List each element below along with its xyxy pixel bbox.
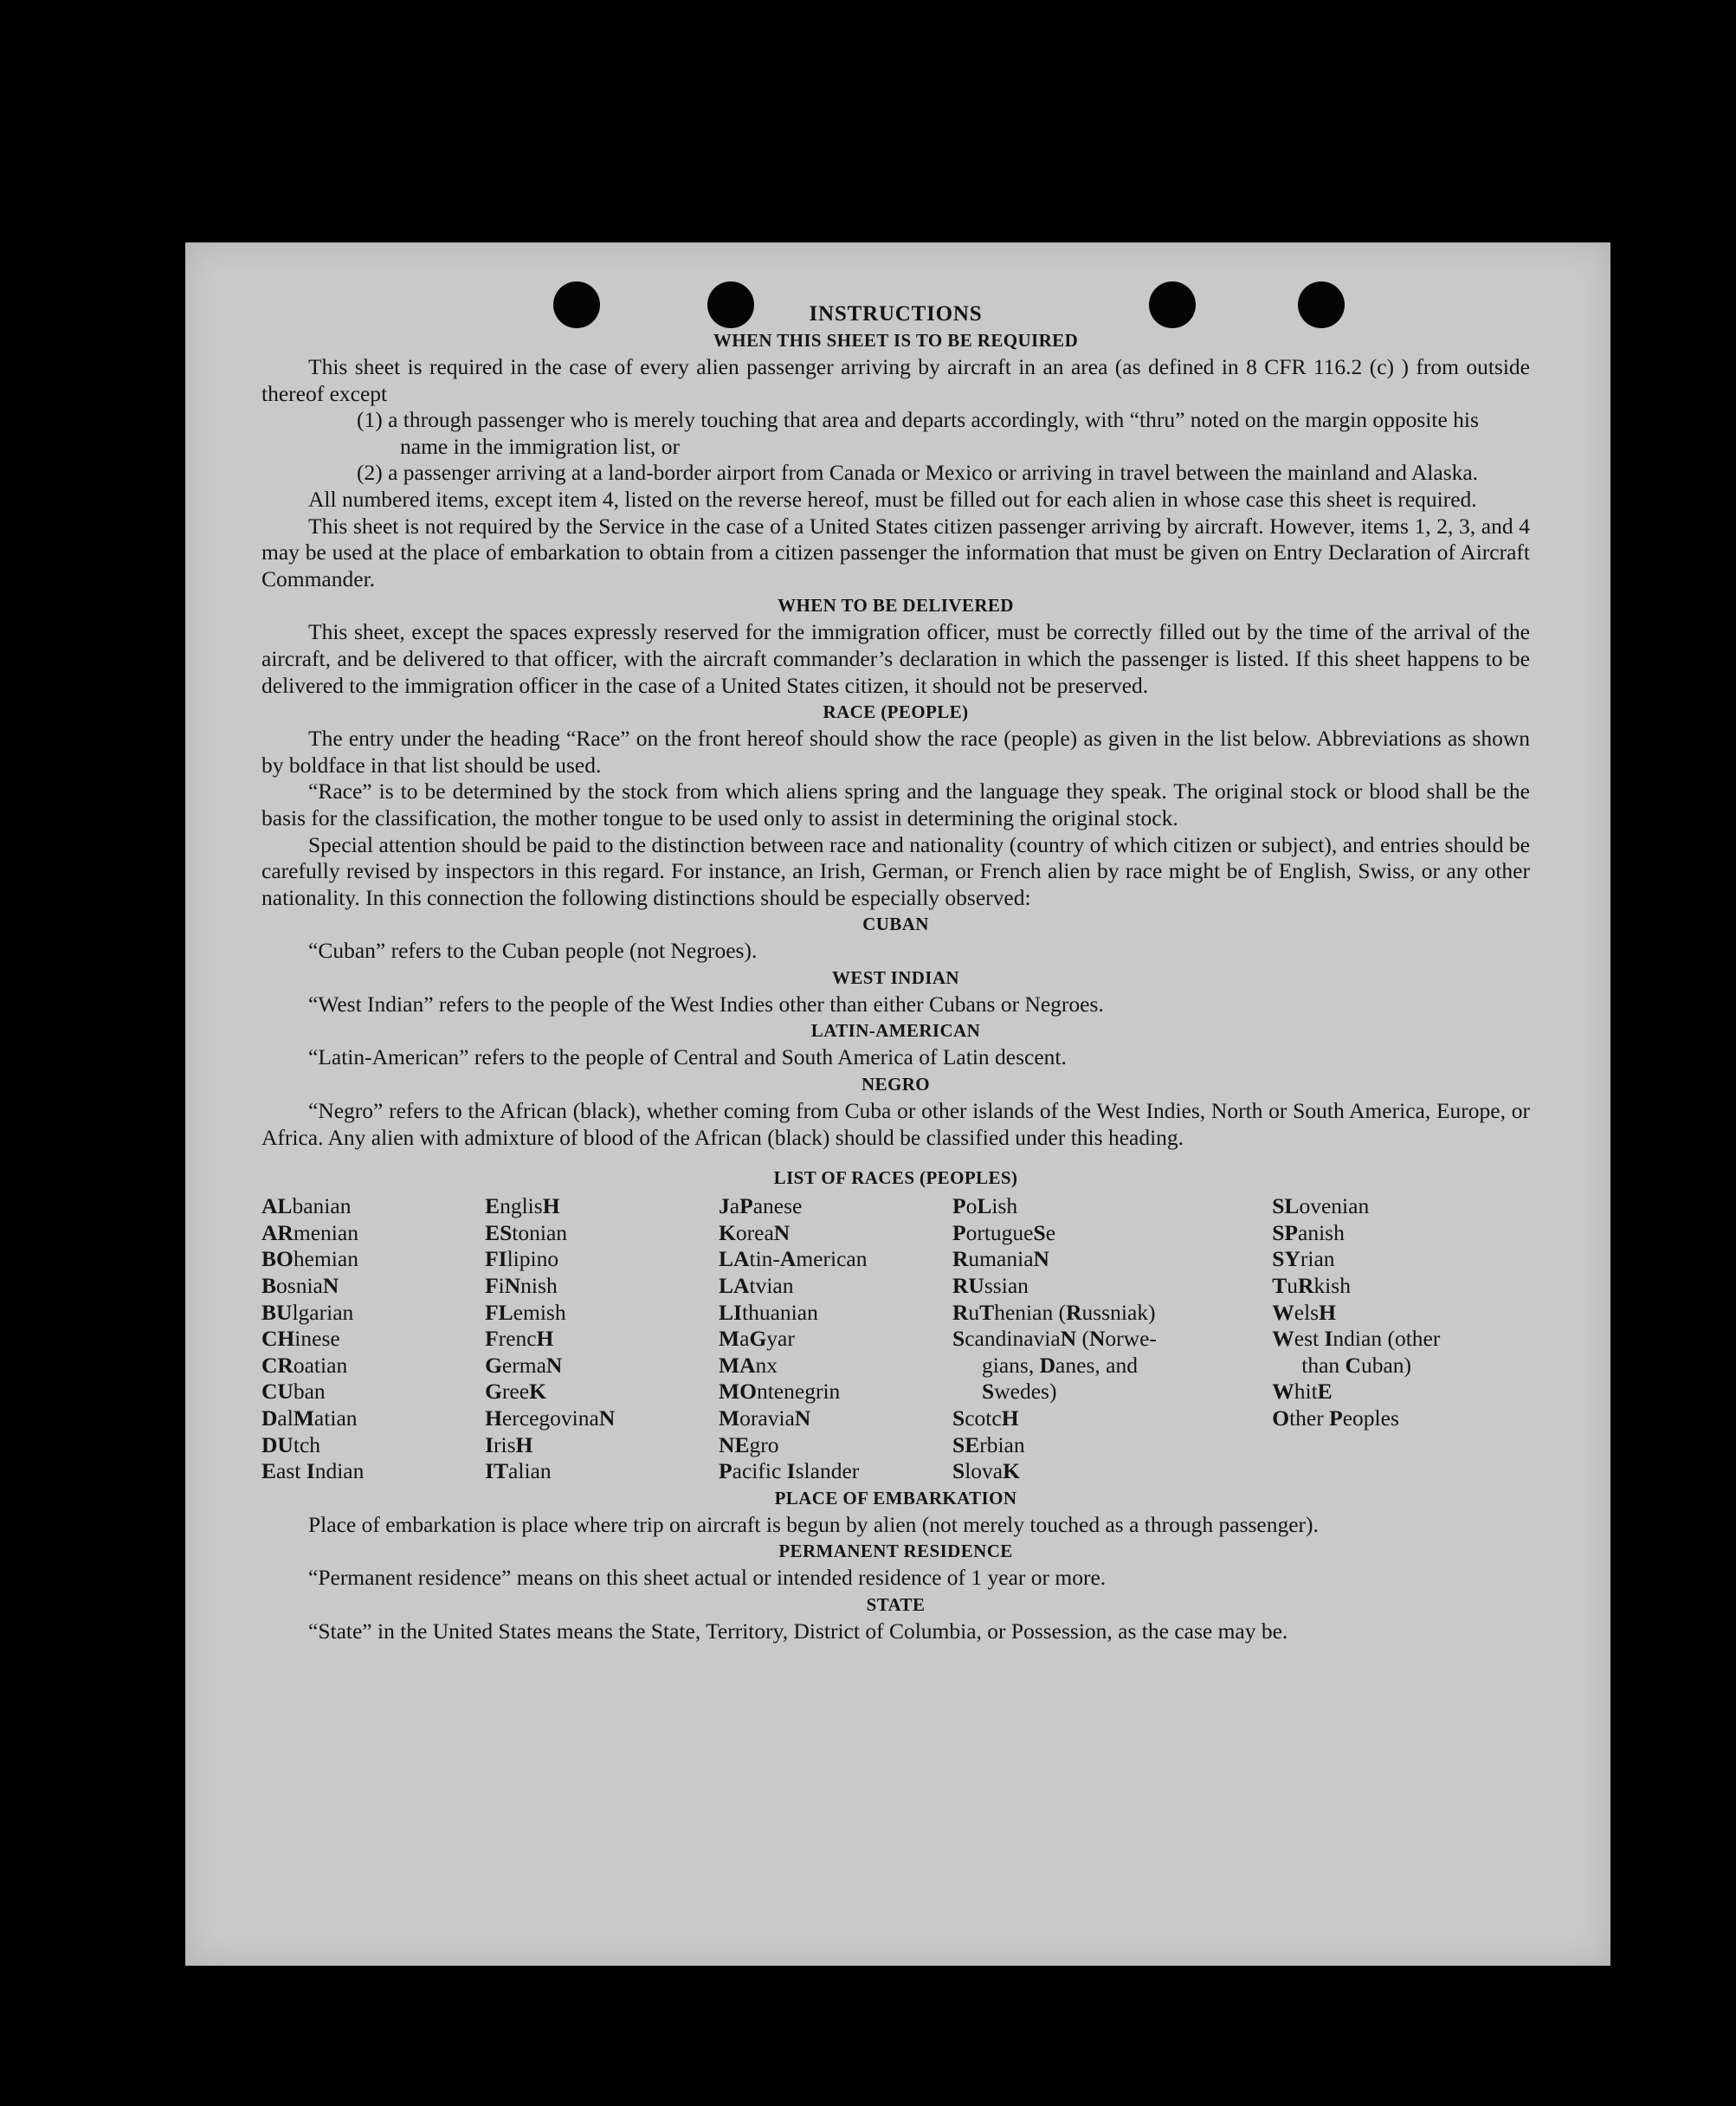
race-entry: ALbanian — [261, 1193, 352, 1219]
race-entry: BosniaN — [261, 1273, 339, 1299]
race-entry: Swedes) — [982, 1379, 1057, 1405]
section-heading-negro: NEGRO — [861, 1074, 930, 1095]
section-heading-state: STATE — [866, 1593, 926, 1615]
race-entry: PortugueSe — [952, 1219, 1056, 1245]
section-heading-required: WHEN THIS SHEET IS TO BE REQUIRED — [713, 330, 1079, 351]
race-entry: GreeK — [485, 1379, 546, 1405]
section-heading-cuban: CUBAN — [862, 914, 929, 935]
section-heading-residence: PERMANENT RESIDENCE — [778, 1541, 1013, 1562]
race-entry: CRoatian — [261, 1352, 348, 1378]
section-heading-delivered: WHEN TO BE DELIVERED — [778, 595, 1014, 617]
race-entry: Other Peoples — [1272, 1405, 1399, 1431]
race-para-3: Special attention should be paid to the distinction between race and nationality (country of which citizen or subject), and entries should be carefully revised by inspectors in this regard. For instance, an Irish, German, or French alien by race might be of English, Swiss, or any other nationality. In this connection the following distinctions should be especially observed: — [261, 831, 1530, 910]
race-entry: LAtvian — [719, 1273, 794, 1299]
race-entry: MaGyar — [719, 1326, 795, 1352]
race-entry: RUssian — [952, 1273, 1029, 1299]
race-entry: RumaniaN — [952, 1246, 1049, 1272]
race-entry: DUtch — [261, 1431, 321, 1457]
race-entry: PoLish — [952, 1193, 1018, 1219]
race-entry: JaPanese — [719, 1193, 803, 1219]
race-entry: MAnx — [719, 1352, 778, 1378]
exception-item-1: (1) a through passenger who is merely touching that area and departs accordingly, with “thru” noted on the margin opposite his name in the immigration list, or — [357, 407, 1479, 459]
race-entry: SPanish — [1272, 1219, 1345, 1245]
race-entry: LIthuanian — [719, 1299, 818, 1325]
race-entry: WhitE — [1272, 1379, 1333, 1405]
exception-item-2: (2) a passenger arriving at a land-border airport from Canada or Mexico or arriving in travel between the mainland and Alaska. — [357, 460, 1479, 486]
race-entry: gians, Danes, and — [982, 1352, 1138, 1378]
instructions-title: INSTRUCTIONS — [809, 302, 983, 326]
residence-text: “Permanent residence” means on this sheet actual or intended residence of 1 year or more. — [308, 1565, 1107, 1591]
race-entry: CHinese — [261, 1326, 340, 1352]
race-para-2: “Race” is to be determined by the stock from which aliens spring and the language they speak. The original stock or blood shall be the basis for the classification, the mother tongue to be used only to assist in determining the original stock. — [261, 778, 1530, 830]
race-entry: BOhemian — [261, 1246, 358, 1272]
latin-american-text: “Latin-American” refers to the people of Central and South America of Latin descent. — [308, 1044, 1067, 1070]
required-para-3: This sheet is not required by the Service in the case of a United States citizen passenger arriving by aircraft. However, items 1, 2, 3, and 4 may be used at the place of embarkation to obtain from a citizen passenger the information that must be given on Entry Declaration of Aircraft Commander. — [261, 513, 1530, 591]
races-column — [1272, 1193, 1530, 1485]
race-entry: FLemish — [485, 1299, 566, 1325]
race-entry: DalMatian — [261, 1405, 358, 1431]
west-indian-text: “West Indian” refers to the people of the West Indies other than either Cubans or Negroes. — [308, 991, 1104, 1017]
race-entry: RuThenian (Russniak) — [952, 1299, 1156, 1325]
race-entry: Pacific Islander — [719, 1458, 860, 1484]
race-entry: FiNnish — [485, 1273, 558, 1299]
race-entry: LAtin-American — [719, 1246, 868, 1272]
race-entry: MoraviaN — [719, 1405, 811, 1431]
race-para-1: The entry under the heading “Race” on the front hereof should show the race (people) as given in the list below. Abbreviations as shown by boldface in that list should be used. — [261, 726, 1530, 778]
race-entry: SLovenian — [1272, 1193, 1370, 1219]
race-entry: MOntenegrin — [719, 1379, 841, 1405]
race-entry: FrencH — [485, 1326, 554, 1352]
races-column — [952, 1193, 1272, 1485]
race-entry: NEgro — [719, 1431, 779, 1457]
race-entry: EnglisH — [485, 1193, 560, 1219]
race-entry: SlovaK — [952, 1458, 1020, 1484]
race-entry: FIlipino — [485, 1246, 559, 1272]
instructions-body — [261, 300, 1530, 1645]
section-heading-west-indian: WEST INDIAN — [832, 966, 959, 988]
race-entry: SErbian — [952, 1431, 1025, 1457]
race-entry: than Cuban) — [1301, 1352, 1412, 1378]
race-entry: WelsH — [1272, 1299, 1336, 1325]
race-entry: ITalian — [485, 1458, 552, 1484]
section-heading-race: RACE (PEOPLE) — [823, 701, 969, 723]
race-entry: ScandinaviaN (Norwe- — [952, 1326, 1157, 1352]
race-entry: ScotcH — [952, 1405, 1019, 1431]
document-sheet — [185, 242, 1610, 1966]
races-column — [261, 1193, 485, 1485]
required-intro: This sheet is required in the case of every alien passenger arriving by aircraft in an area (as defined in 8 CFR 116.2 (c) ) from outside thereof except — [261, 354, 1530, 406]
negro-text: “Negro” refers to the African (black), whether coming from Cuba or other islands of the West Indies, North or South America, Europe, or Africa. Any alien with admixture of blood of the African (black) should be classified under this heading. — [261, 1098, 1530, 1150]
state-text: “State” in the United States means the State, Territory, District of Columbia, or Possession, as the case may be. — [308, 1618, 1288, 1644]
race-entry: IrisH — [485, 1431, 533, 1457]
embarkation-text: Place of embarkation is place where trip on aircraft is begun by alien (not merely touched as a through passenger). — [308, 1511, 1319, 1537]
section-heading-latin-american: LATIN-AMERICAN — [810, 1020, 981, 1042]
race-entry: SYrian — [1272, 1246, 1335, 1272]
delivered-para: This sheet, except the spaces expressly reserved for the immigration officer, must be correctly filled out by the time of the arrival of the aircraft, and be delivered to that officer, with the aircraft commander’s declaration in which the passenger is listed. If this sheet happens to be delivered to the immigration officer in the case of a United States citizen, it should not be preserved. — [261, 619, 1530, 698]
races-column — [485, 1193, 719, 1485]
races-list-heading: LIST OF RACES (PEOPLES) — [773, 1167, 1018, 1189]
race-entry: GermaN — [485, 1352, 563, 1378]
races-list — [261, 1193, 1530, 1485]
race-entry: East Indian — [261, 1458, 365, 1484]
race-entry: CUban — [261, 1379, 326, 1405]
races-column — [719, 1193, 952, 1485]
race-entry: ARmenian — [261, 1219, 358, 1245]
race-entry: West Indian (other — [1272, 1326, 1441, 1352]
race-entry: KoreaN — [719, 1219, 791, 1245]
race-entry: HercegovinaN — [485, 1405, 616, 1431]
section-heading-embarkation: PLACE OF EMBARKATION — [774, 1487, 1017, 1508]
required-para-2: All numbered items, except item 4, listed on the reverse hereof, must be filled out for each alien in whose case this sheet is required. — [308, 486, 1477, 512]
race-entry: EStonian — [485, 1219, 568, 1245]
race-entry: TuRkish — [1272, 1273, 1351, 1299]
cuban-text: “Cuban” refers to the Cuban people (not Negroes). — [308, 938, 758, 964]
race-entry: BUlgarian — [261, 1299, 354, 1325]
